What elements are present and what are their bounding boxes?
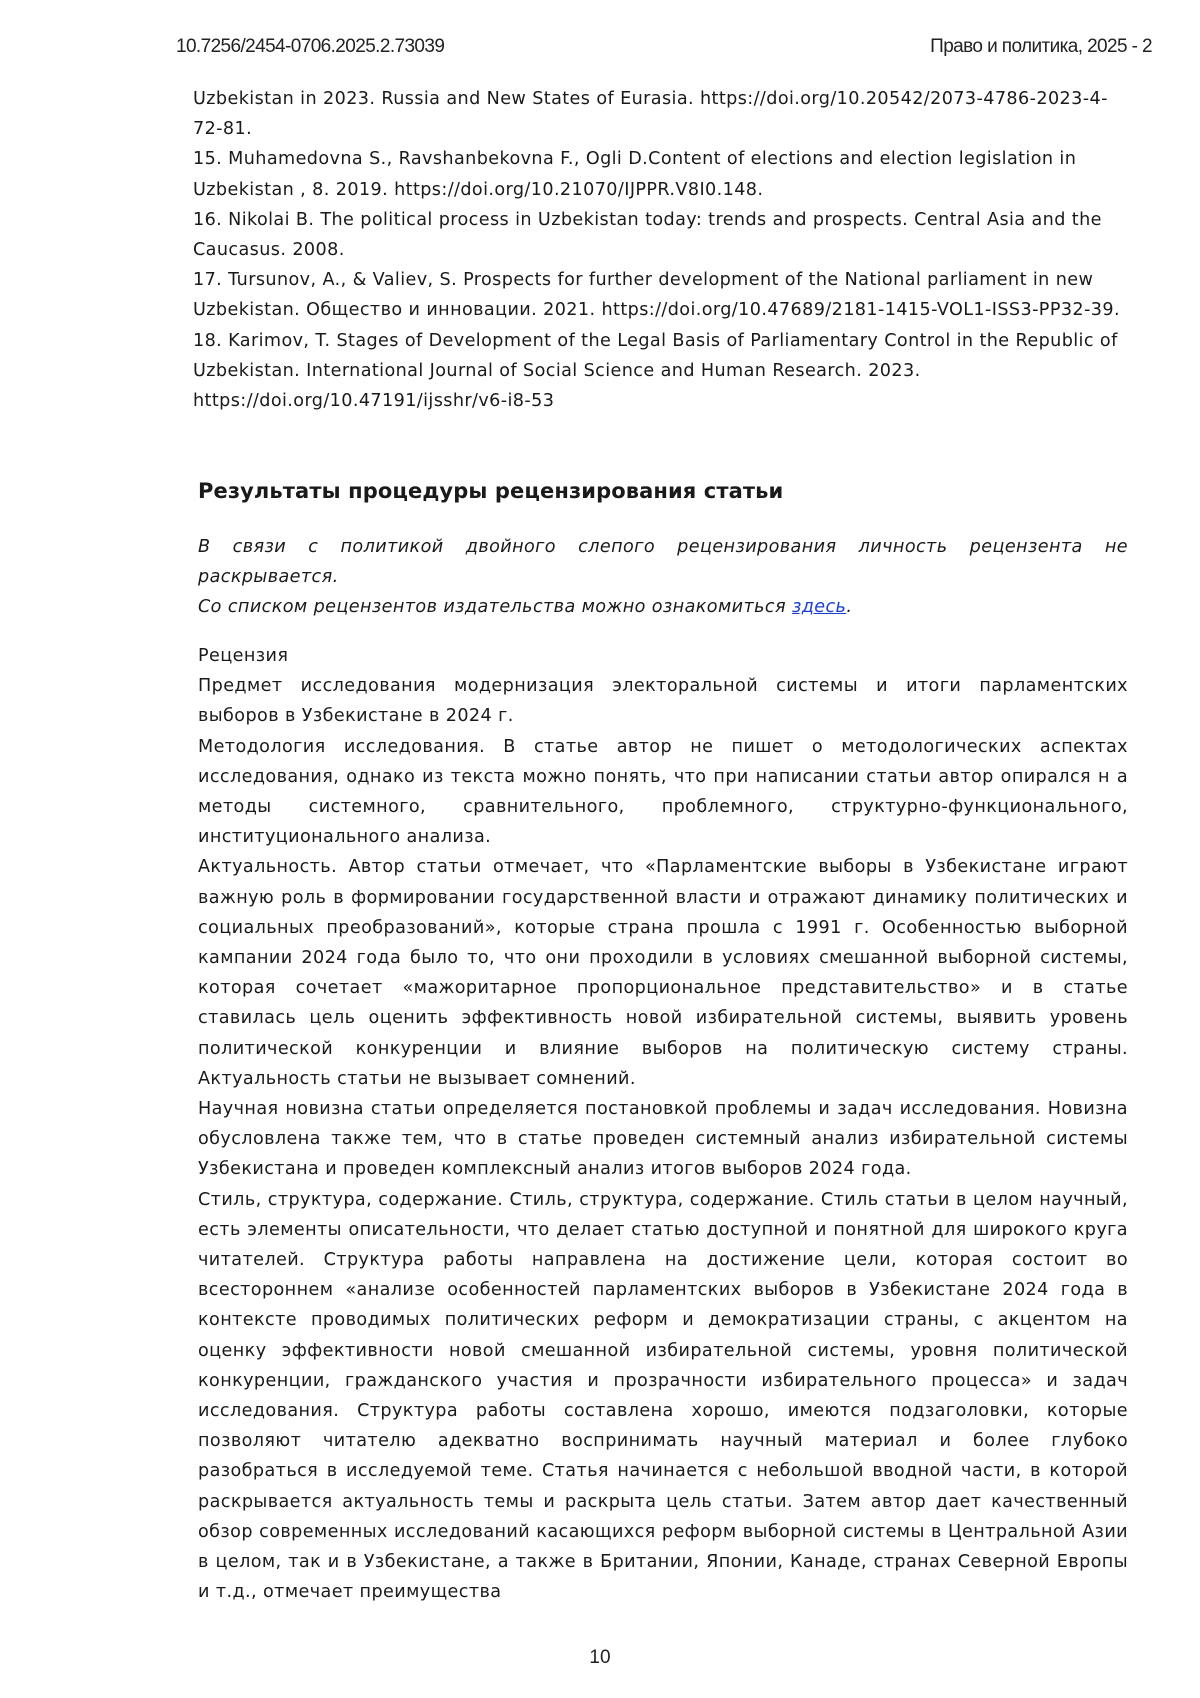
reviewers-note bbox=[198, 592, 1128, 622]
review-policy bbox=[198, 532, 1128, 623]
review-paragraph: Предмет исследования модернизация электоральной системы и итоги парламентских выборов в Узбекистане в 2024 г. bbox=[198, 676, 1128, 727]
review-label: Рецензия bbox=[198, 646, 289, 666]
reference-item: 17. Tursunov, A., & Valiev, S. Prospects for further development of the National parliament in new Uzbekistan. Общество и инновации. 2021. https://doi.org/10.47689/2181-1415-VOL1-ISS3-PP32-39. bbox=[193, 270, 1120, 321]
reference-item: 18. Karimov, T. Stages of Development of the Legal Basis of Parliamentary Control in the Republic of Uzbekistan. International Journal of Social Science and Human Research. 2023. https://doi.org/10.47191/ijsshr/v6-i8-53 bbox=[193, 330, 1118, 412]
blind-review-note: В связи с политикой двойного слепого рецензирования личность рецензента не раскрывается. bbox=[198, 537, 1128, 588]
reference-item: 15. Muhamedovna S., Ravshanbekovna F., Ogli D.Content of elections and election legislation in Uzbekistan , 8. 2019. https://doi.org/10.21070/IJPPR.V8I0.148. bbox=[193, 149, 1077, 200]
review-paragraph: Методология исследования. В статье автор не пишет о методологических аспектах исследования, однако из текста можно понять, что при написании статьи автор опирался н а методы системного, сравнительного, проблемного, структурно-функционального, институционального анализа. bbox=[198, 736, 1128, 848]
reference-item: Uzbekistan in 2023. Russia and New States of Eurasia. https://doi.org/10.20542/2073-4786-2023-4-72-81. bbox=[193, 89, 1108, 140]
journal-header: Право и политика, 2025 - 2 bbox=[930, 36, 1152, 57]
section-title: Результаты процедуры рецензирования статьи bbox=[198, 479, 784, 503]
reference-list bbox=[193, 84, 1129, 416]
reference-item: 16. Nikolai B. The political process in Uzbekistan today: trends and prospects. Central Asia and the Caucasus. 2008. bbox=[193, 209, 1102, 261]
review-paragraph: Стиль, структура, содержание. Стиль, структура, содержание. Стиль статьи в целом научный, есть элементы описательности, что делает статью доступной и понятной для широкого круга читателей. Структура работы направлена на достижение цели, которая состоит во всестороннем «анализе особенностей парламентских выборов в Узбекистане 2024 года в контексте проводимых политических реформ и демократизации страны, с акцентом на оценку эффективности новой смешанной избирательной системы, уровня политической конкуренции, гражданского участия и прозрачности избирательного процесса» и задач исследования. Структура работы составлена хорошо, имеются подзаголовки, которые позволяют читателю адекватно воспринимать научный материал и более глубоко разобраться в исследуемой теме. Статья начинается с небольшой вводной части, в которой раскрывается актуальность темы и раскрыта цель статьи. Затем автор дает качественный обзор современных исследований касающихся реформ выборной системы в Центральной Азии в целом, так и в Узбекистане, а также в Британии, Японии, Канаде, странах Северной Европы и т.д., отмечает преимущества bbox=[198, 1189, 1128, 1603]
reviewers-text: Со списком рецензентов издательства можно ознакомиться bbox=[198, 597, 792, 618]
review-body bbox=[198, 641, 1128, 1608]
review-paragraph: Научная новизна статьи определяется постановкой проблемы и задач исследования. Новизна обусловлена также тем, что в статье проведен системный анализ избирательной системы Узбекистана и проведен комплексный анализ итогов выборов 2024 года. bbox=[198, 1099, 1128, 1180]
doi-header: 10.7256/2454-0706.2025.2.73039 bbox=[176, 36, 445, 57]
review-paragraph: Актуальность. Автор статьи отмечает, что «Парламентские выборы в Узбекистане играют важную роль в формировании государственной власти и отражают динамику политических и социальных преобразований», которые страна прошла с 1991 г. Особенностью выборной кампании 2024 года было то, что они проходили в условиях смешанной выборной системы, которая сочетает «мажоритарное пропорциональное представительство» и в статье ставилась цель оценить эффективность новой избирательной системы, выявить уровень политической конкуренции и влияние выборов на политическую систему страны. Актуальность статьи не вызывает сомнений. bbox=[198, 857, 1128, 1089]
reviewers-end: . bbox=[846, 597, 853, 618]
reviewers-link[interactable]: здесь bbox=[791, 597, 847, 618]
page-number: 10 bbox=[589, 1647, 611, 1668]
